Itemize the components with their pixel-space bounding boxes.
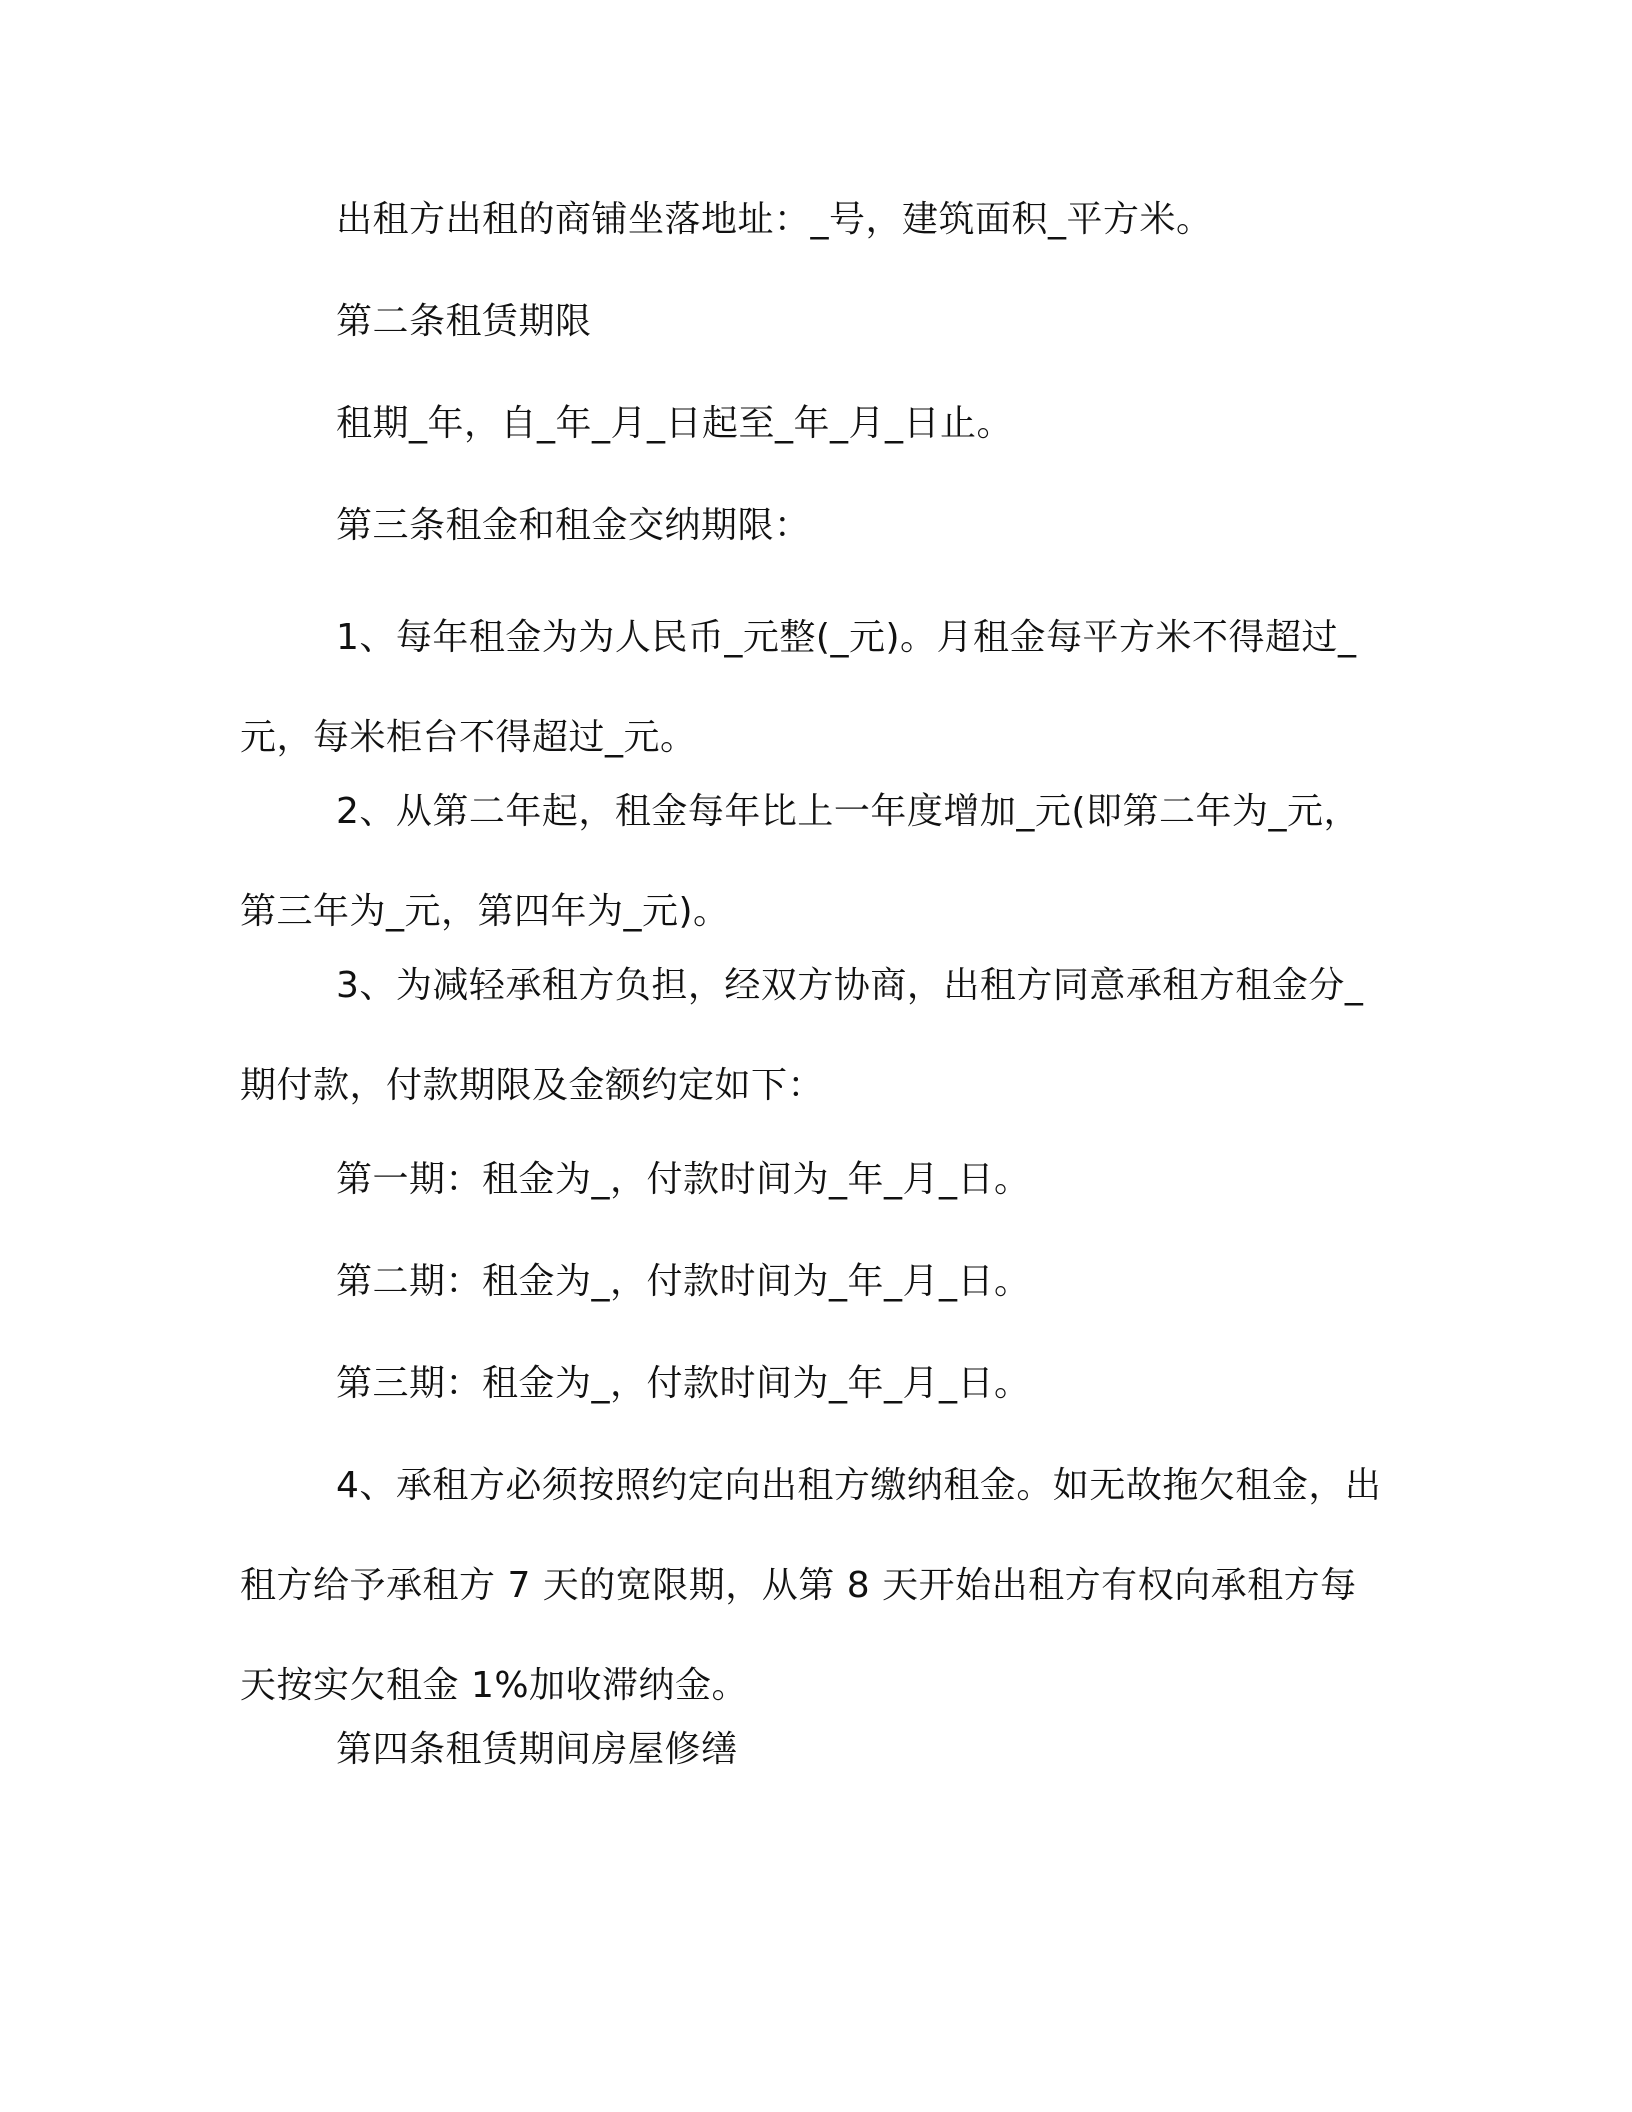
paragraph-rent-item-1: 1、每年租金为为人民币_元整(_元)。月租金每平方米不得超过_元，每米柜台不得超过_元。 xyxy=(240,617,1357,758)
paragraph-installment-1: 第一期：租金为_，付款时间为_年_月_日。 xyxy=(336,1159,1031,1200)
heading-article-3: 第三条租金和租金交纳期限： xyxy=(336,505,811,546)
paragraph-installment-2: 第二期：租金为_，付款时间为_年_月_日。 xyxy=(336,1261,1031,1302)
paragraph-rent-item-3: 3、为减轻承租方负担，经双方协商，出租方同意承租方租金分_期付款，付款期限及金额约定如下： xyxy=(240,965,1364,1106)
heading-article-4: 第四条租赁期间房屋修缮 xyxy=(336,1729,738,1770)
paragraph-lease-term: 租期_年，自_年_月_日起至_年_月_日止。 xyxy=(336,403,1014,444)
heading-article-2: 第二条租赁期限 xyxy=(336,301,592,342)
paragraph-shop-address: 出租方出租的商铺坐落地址：_号，建筑面积_平方米。 xyxy=(336,199,1213,240)
paragraph-rent-item-2: 2、从第二年起，租金每年比上一年度增加_元(即第二年为_元，第三年为_元，第四年为_元)。 xyxy=(240,791,1360,932)
paragraph-installment-3: 第三期：租金为_，付款时间为_年_月_日。 xyxy=(336,1363,1031,1404)
paragraph-rent-item-4: 4、承租方必须按照约定向出租方缴纳租金。如无故拖欠租金，出租方给予承租方 7 天的宽限期，从第 8 天开始出租方有权向承租方每天按实欠租金 1%加收滞纳金。 xyxy=(240,1465,1382,1706)
